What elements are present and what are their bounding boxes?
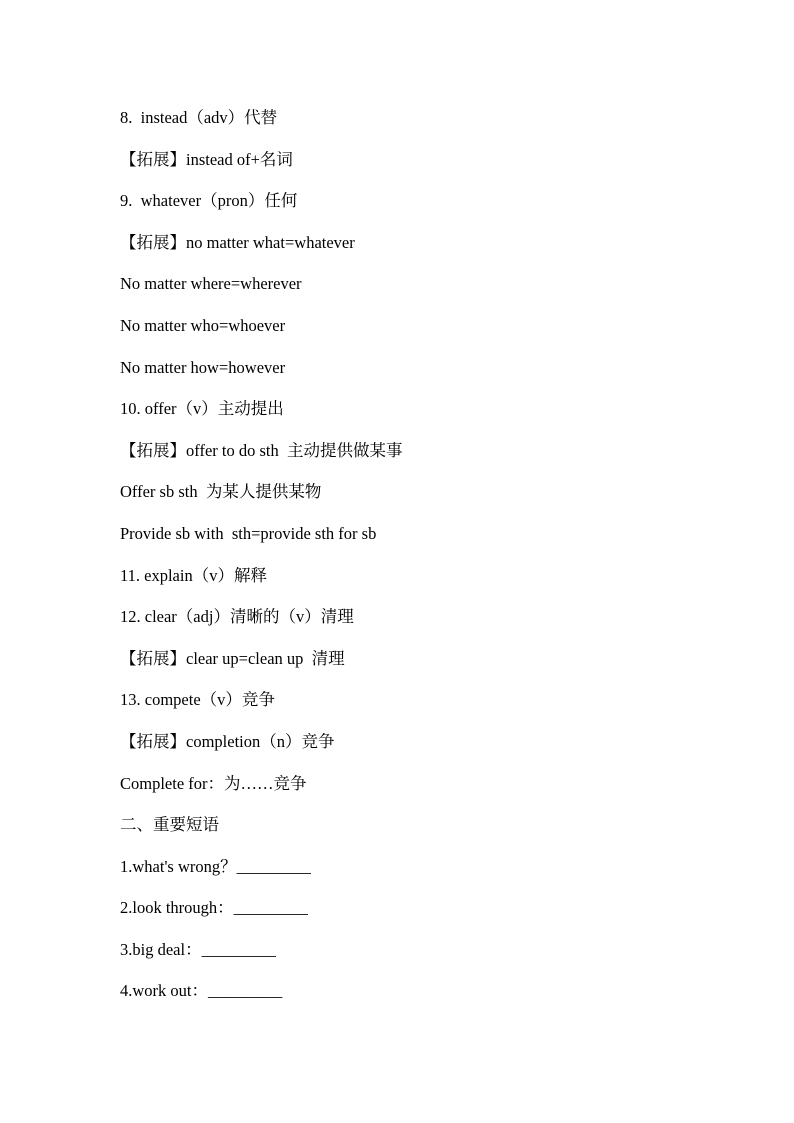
document-body — [120, 106, 720, 1021]
fill-in-item: 4.work out：_________ — [120, 981, 283, 1001]
text-line: 【拓展】offer to do sth 主动提供做某事 — [120, 440, 403, 460]
text-line: 【拓展】instead of+名词 — [120, 149, 293, 169]
text-line: 【拓展】no matter what=whatever — [120, 232, 355, 252]
text-line: No matter who=whoever — [120, 315, 286, 335]
text-line: No matter where=wherever — [120, 274, 302, 294]
text-line: 11. explain（v）解释 — [120, 565, 267, 585]
text-line: 13. compete（v）竞争 — [120, 690, 275, 710]
text-line: Provide sb with sth=provide sth for sb — [120, 523, 377, 543]
section-heading: 二、重要短语 — [120, 815, 219, 835]
text-line: Complete for：为……竞争 — [120, 773, 307, 793]
text-line: 9. whatever（pron）任何 — [120, 191, 298, 211]
text-line: 8. instead（adv）代替 — [120, 108, 278, 127]
text-line: 12. clear（adj）清晰的（v）清理 — [120, 607, 354, 627]
text-line: No matter how=however — [120, 357, 286, 377]
text-line: 【拓展】completion（n）竞争 — [120, 731, 335, 751]
text-line: Offer sb sth 为某人提供某物 — [120, 482, 322, 502]
text-line: 【拓展】clear up=clean up 清理 — [120, 648, 345, 668]
fill-in-item: 1.what's wrong？_________ — [120, 856, 311, 876]
fill-in-item: 3.big deal：_________ — [120, 939, 276, 959]
text-line: 10. offer（v）主动提出 — [120, 399, 284, 419]
fill-in-item: 2.look through：_________ — [120, 898, 308, 918]
